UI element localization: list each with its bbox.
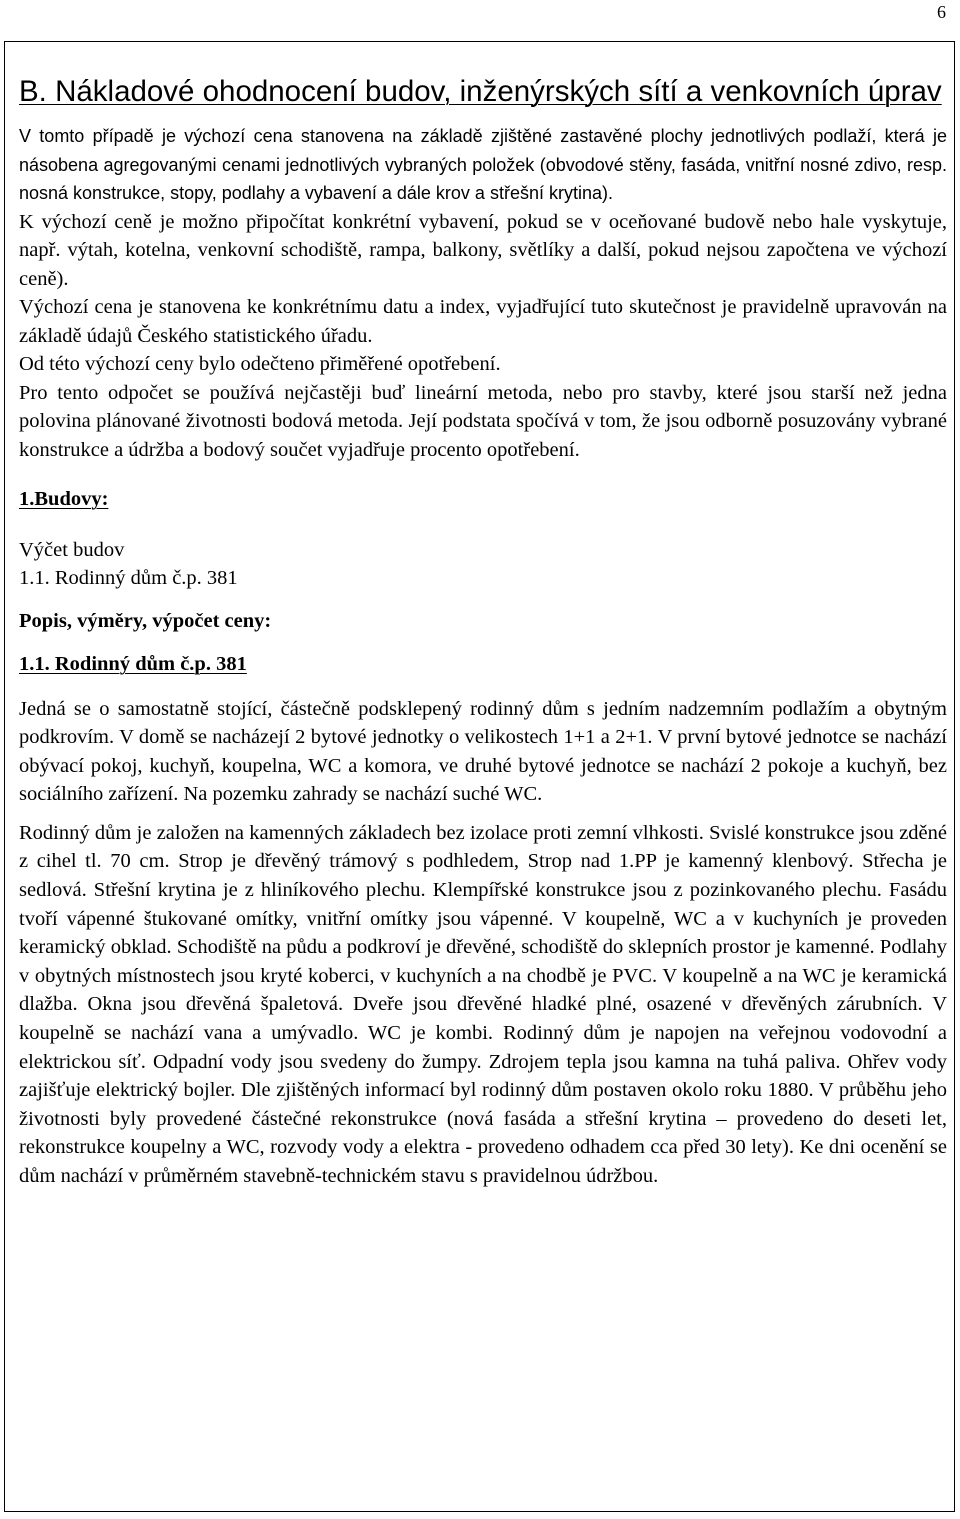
section-title: B. Nákladové ohodnocení budov, inženýrských sítí a venkovních úprav [19, 75, 942, 108]
intro-paragraph-4: Od této výchozí ceny bylo odečteno přiměřené opotřebení. [19, 353, 501, 375]
building-description-2: Rodinný dům je založen na kamenných základech bez izolace proti zemní vlhkosti. Svislé konstrukce jsou zděné z cihel tl. 70 cm. Strop je dřevěný trámový s podhledem, Strop nad 1.PP je kamenný klenbový. Střecha je sedlová. Střešní krytina je z hliníkového plechu. Klempířské konstrukce jsou z pozinkovaného plechu. Fasádu tvoří vápenné štukované omítky, vnitřní omítky jsou vápenné. V koupelně, WC a v kuchyních je proveden keramický obklad. Schodiště na půdu a podkroví je dřevěné, schodiště do sklepních prostor je kamenné. Podlahy v obytných místnostech jsou kryté koberci, v kuchyních a na chodbě je PVC. V koupelně a na WC je keramická dlažba. Okna jsou dřevěná špaletová. Dveře jsou dřevěné hladké plné, osazené v dřevěných zárubních. V koupelně se nachází vana a umývadlo. WC je kombi. Rodinný dům je napojen na veřejnou vodovodní a elektrickou síť. Odpadní vody jsou svedeny do žumpy. Zdrojem tepla jsou kamna na tuhá paliva. Ohřev vody zajišťuje elektrický bojler. Dle zjištěných informací byl rodinný dům postaven okolo roku 1880. V průběhu jeho životnosti byly provedené částečné rekonstrukce (nová fasáda a střešní krytina – provedeno do deseti let, rekonstrukce koupelny a WC, rozvody vody a elektra - provedeno odhadem cca před 30 lety). Ke dni ocenění se dům nachází v průměrném stavebně-technickém stavu s pravidelnou údržbou. [19, 821, 947, 1187]
buildings-list-item: 1.1. Rodinný dům č.p. 381 [19, 566, 238, 589]
building-item-heading: 1.1. Rodinný dům č.p. 381 [19, 653, 247, 675]
intro-paragraph-5: Pro tento odpočet se používá nejčastěji buď lineární metoda, nebo pro stavby, které jsou starší než jedna polovina plánované životnosti bodová metoda. Její podstata spočívá v tom, že jsou odborně posuzovány vybrané konstrukce a údržba a bodový součet vyjadřuje procento opotřebení. [19, 381, 947, 461]
buildings-list-label: Výčet budov [19, 538, 125, 561]
document-body [19, 70, 947, 1191]
paragraph-spacer [19, 809, 947, 819]
intro-paragraph-3: Výchozí cena je stanovena ke konkrétnímu datu a index, vyjadřující tuto skutečnost je pravidelně upravován na základě údajů Českého statistického úřadu. [19, 296, 947, 347]
intro-paragraph-1: V tomto případě je výchozí cena stanovena na základě zjištěné zastavěné plochy jednotlivých podlaží, která je násobena agregovanými cenami jednotlivých vybraných položek (obvodové stěny, fasáda, vnitřní nosné zdivo, resp. nosná konstrukce, stopy, podlahy a vybavení a dále krov a střešní krytina). [19, 126, 947, 203]
building-description-1: Jedná se o samostatně stojící, částečně podsklepený rodinný dům s jedním nadzemním podlažím a obytným podkrovím. V domě se nacházejí 2 bytové jednotky o velikostech 1+1 a 2+1. V první bytové jednotce se nachází obývací pokoj, kuchyň, koupelna, WC a komora, ve druhé bytové jednotce se nachází 2 pokoje a kuchyň, bez sociálního zařízení. Na pozemku zahrady se nachází suché WC. [19, 697, 947, 806]
page-number: 6 [937, 2, 946, 22]
details-heading: Popis, výměry, výpočet ceny: [19, 609, 272, 632]
intro-paragraph-2: K výchozí ceně je možno připočítat konkrétní vybavení, pokud se v oceňované budově nebo hale vyskytuje, např. výtah, kotelna, venkovní schodiště, rampa, balkony, světlíky a další, pokud nejsou započtena ve výchozí ceně). [19, 210, 947, 290]
buildings-heading: 1.Budovy: [19, 488, 109, 510]
